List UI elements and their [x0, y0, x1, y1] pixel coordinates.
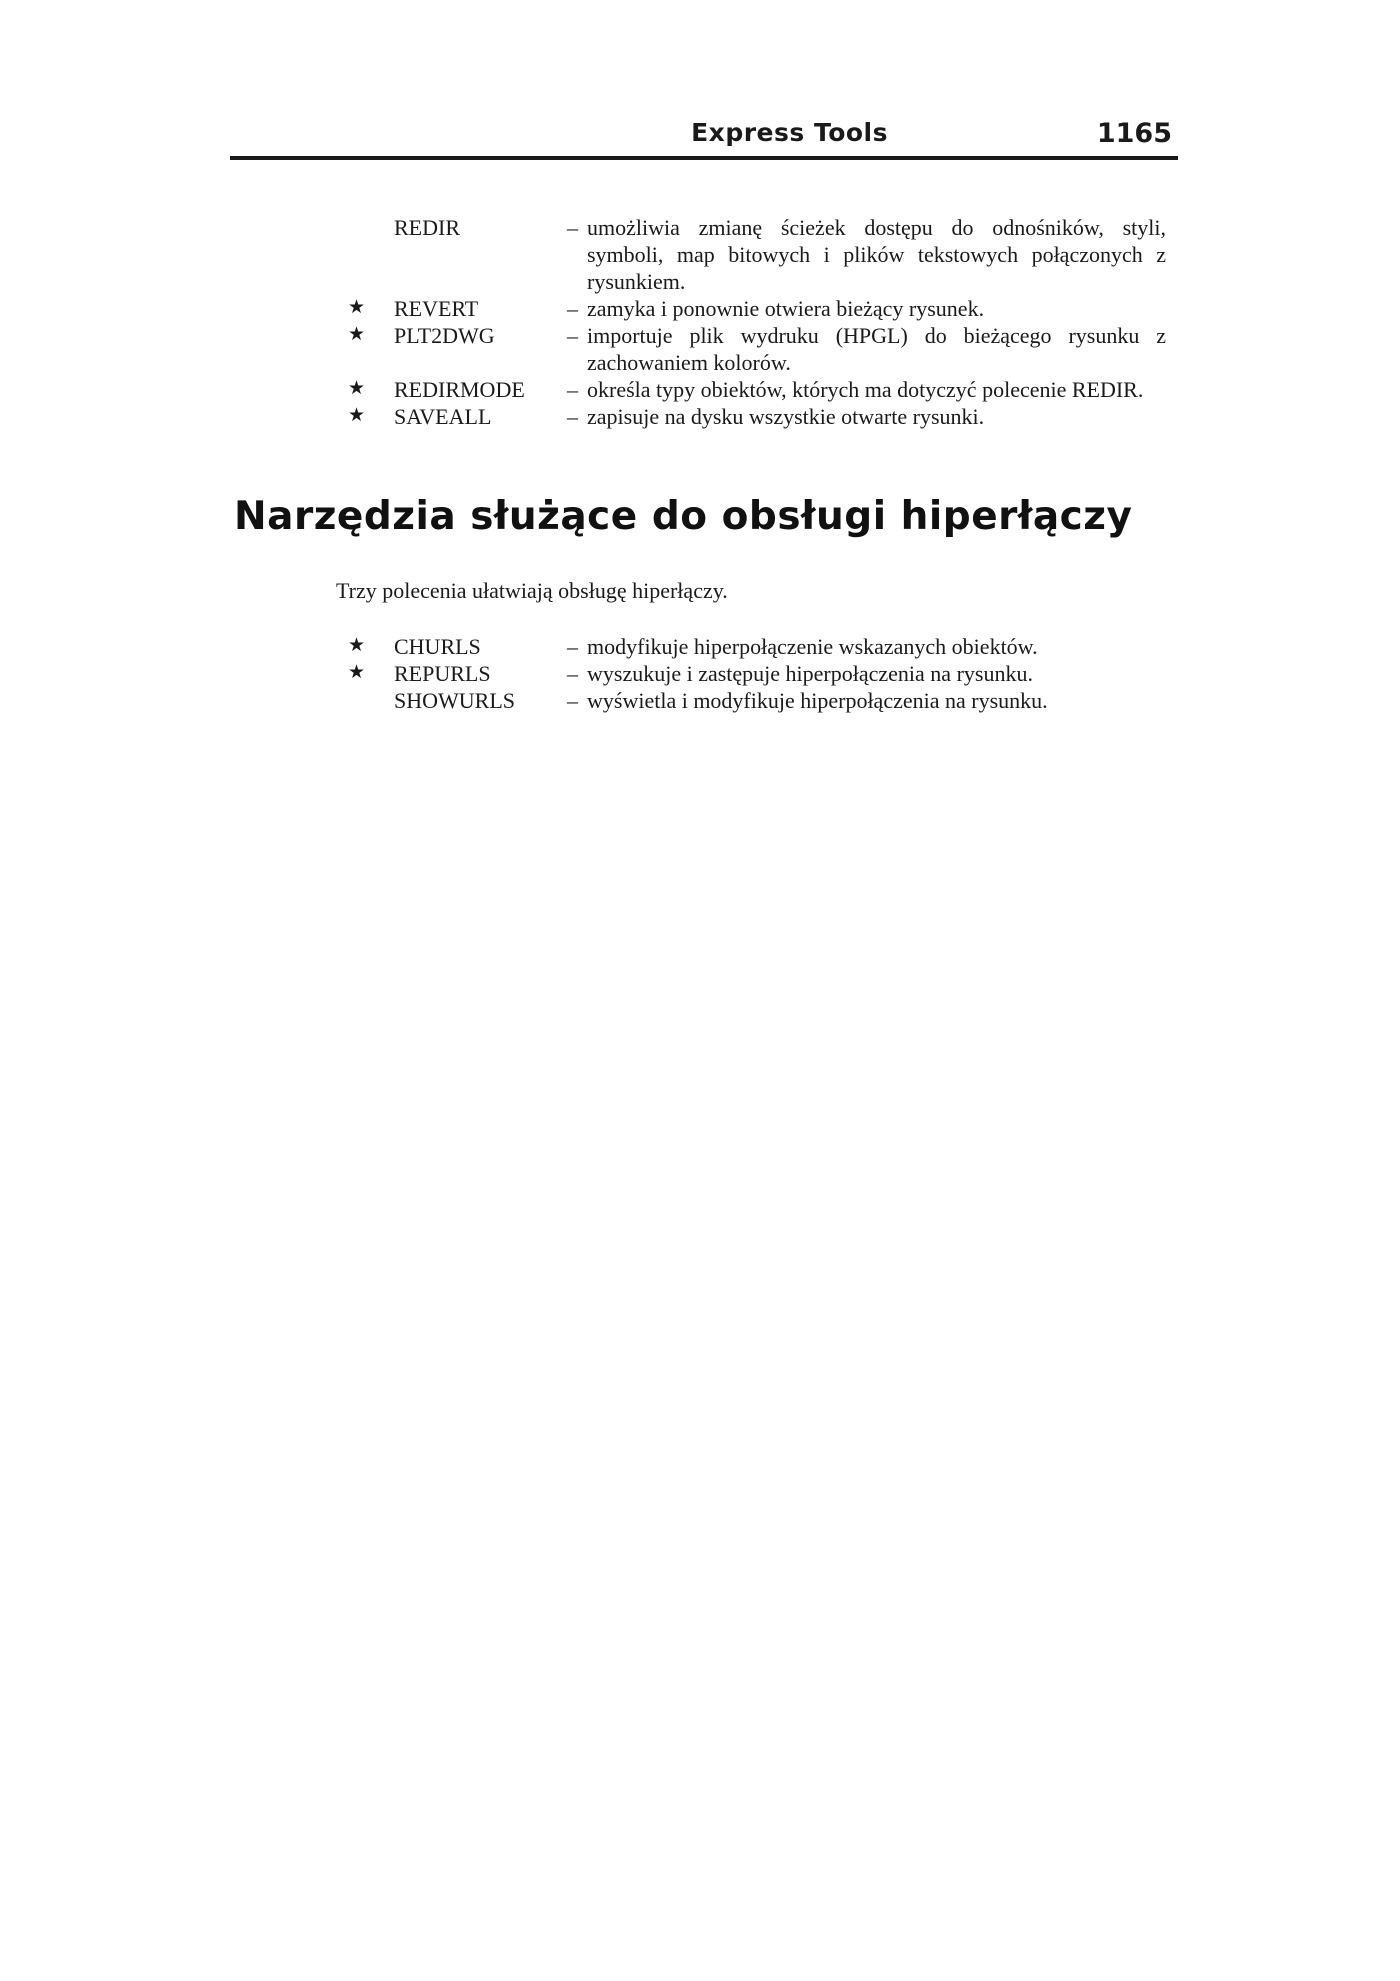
command-name: PLT2DWG — [394, 323, 495, 348]
command-list-express — [336, 214, 1166, 430]
command-description: wyszukuje i zastępuje hiperpołączenia na rysunku. — [587, 661, 1033, 686]
command-name: REDIRMODE — [394, 377, 525, 402]
star-icon: ★ — [348, 405, 366, 426]
command-description: umożliwia zmianę ścieżek dostępu do odnośników, styli, symboli, map bitowych i plików tekstowych połączonych z rysunkiem. — [587, 215, 1166, 294]
list-item: ★ REDIRMODE – określa typy obiektów, których ma dotyczyć polecenie REDIR. — [348, 377, 1144, 402]
star-icon: ★ — [348, 297, 366, 318]
star-icon: ★ — [348, 635, 366, 656]
star-icon: ★ — [348, 378, 366, 399]
header-section-name: Express Tools — [691, 118, 888, 147]
list-item: ★ CHURLS – modyfikuje hiperpołączenie wskazanych obiektów. — [348, 634, 1038, 659]
command-name: REVERT — [394, 296, 479, 321]
command-description: importuje plik wydruku (HPGL) do bieżącego rysunku z zachowaniem kolorów. — [587, 323, 1166, 375]
command-description: określa typy obiektów, których ma dotyczyć polecenie REDIR. — [587, 377, 1144, 402]
command-description: zamyka i ponownie otwiera bieżący rysunek. — [587, 296, 985, 321]
list-item: ★ PLT2DWG – importuje plik wydruku (HPGL) do bieżącego rysunku z zachowaniem kolorów. — [348, 323, 1166, 375]
list-item: SHOWURLS – wyświetla i modyfikuje hiperpołączenia na rysunku. — [394, 688, 1048, 713]
command-name: REPURLS — [394, 661, 491, 686]
list-item: ★ SAVEALL – zapisuje na dysku wszystkie otwarte rysunki. — [348, 404, 985, 429]
list-item: REDIR – umożliwia zmianę ścieżek dostępu do odnośników, styli, symboli, map bitowych i plików tekstowych połączonych z rysunkiem. — [394, 215, 1166, 294]
command-name: SHOWURLS — [394, 688, 516, 713]
command-list-hyperlinks — [336, 633, 1166, 714]
list-item: ★ REPURLS – wyszukuje i zastępuje hiperpołączenia na rysunku. — [348, 661, 1033, 686]
list-item: ★ REVERT – zamyka i ponownie otwiera bieżący rysunek. — [348, 296, 985, 321]
command-name: REDIR — [394, 215, 460, 240]
running-header — [230, 118, 1178, 160]
page-number: 1165 — [1096, 118, 1172, 149]
command-name: CHURLS — [394, 634, 481, 659]
star-icon: ★ — [348, 324, 366, 345]
command-description: modyfikuje hiperpołączenie wskazanych obiektów. — [587, 634, 1038, 659]
command-description: zapisuje na dysku wszystkie otwarte rysunki. — [587, 404, 985, 429]
star-icon: ★ — [348, 662, 366, 683]
section-intro: Trzy polecenia ułatwiają obsługę hiperłączy. — [336, 578, 728, 603]
command-description: wyświetla i modyfikuje hiperpołączenia na rysunku. — [587, 688, 1048, 713]
command-name: SAVEALL — [394, 404, 492, 429]
section-heading: Narzędzia służące do obsługi hiperłączy — [234, 494, 1133, 539]
